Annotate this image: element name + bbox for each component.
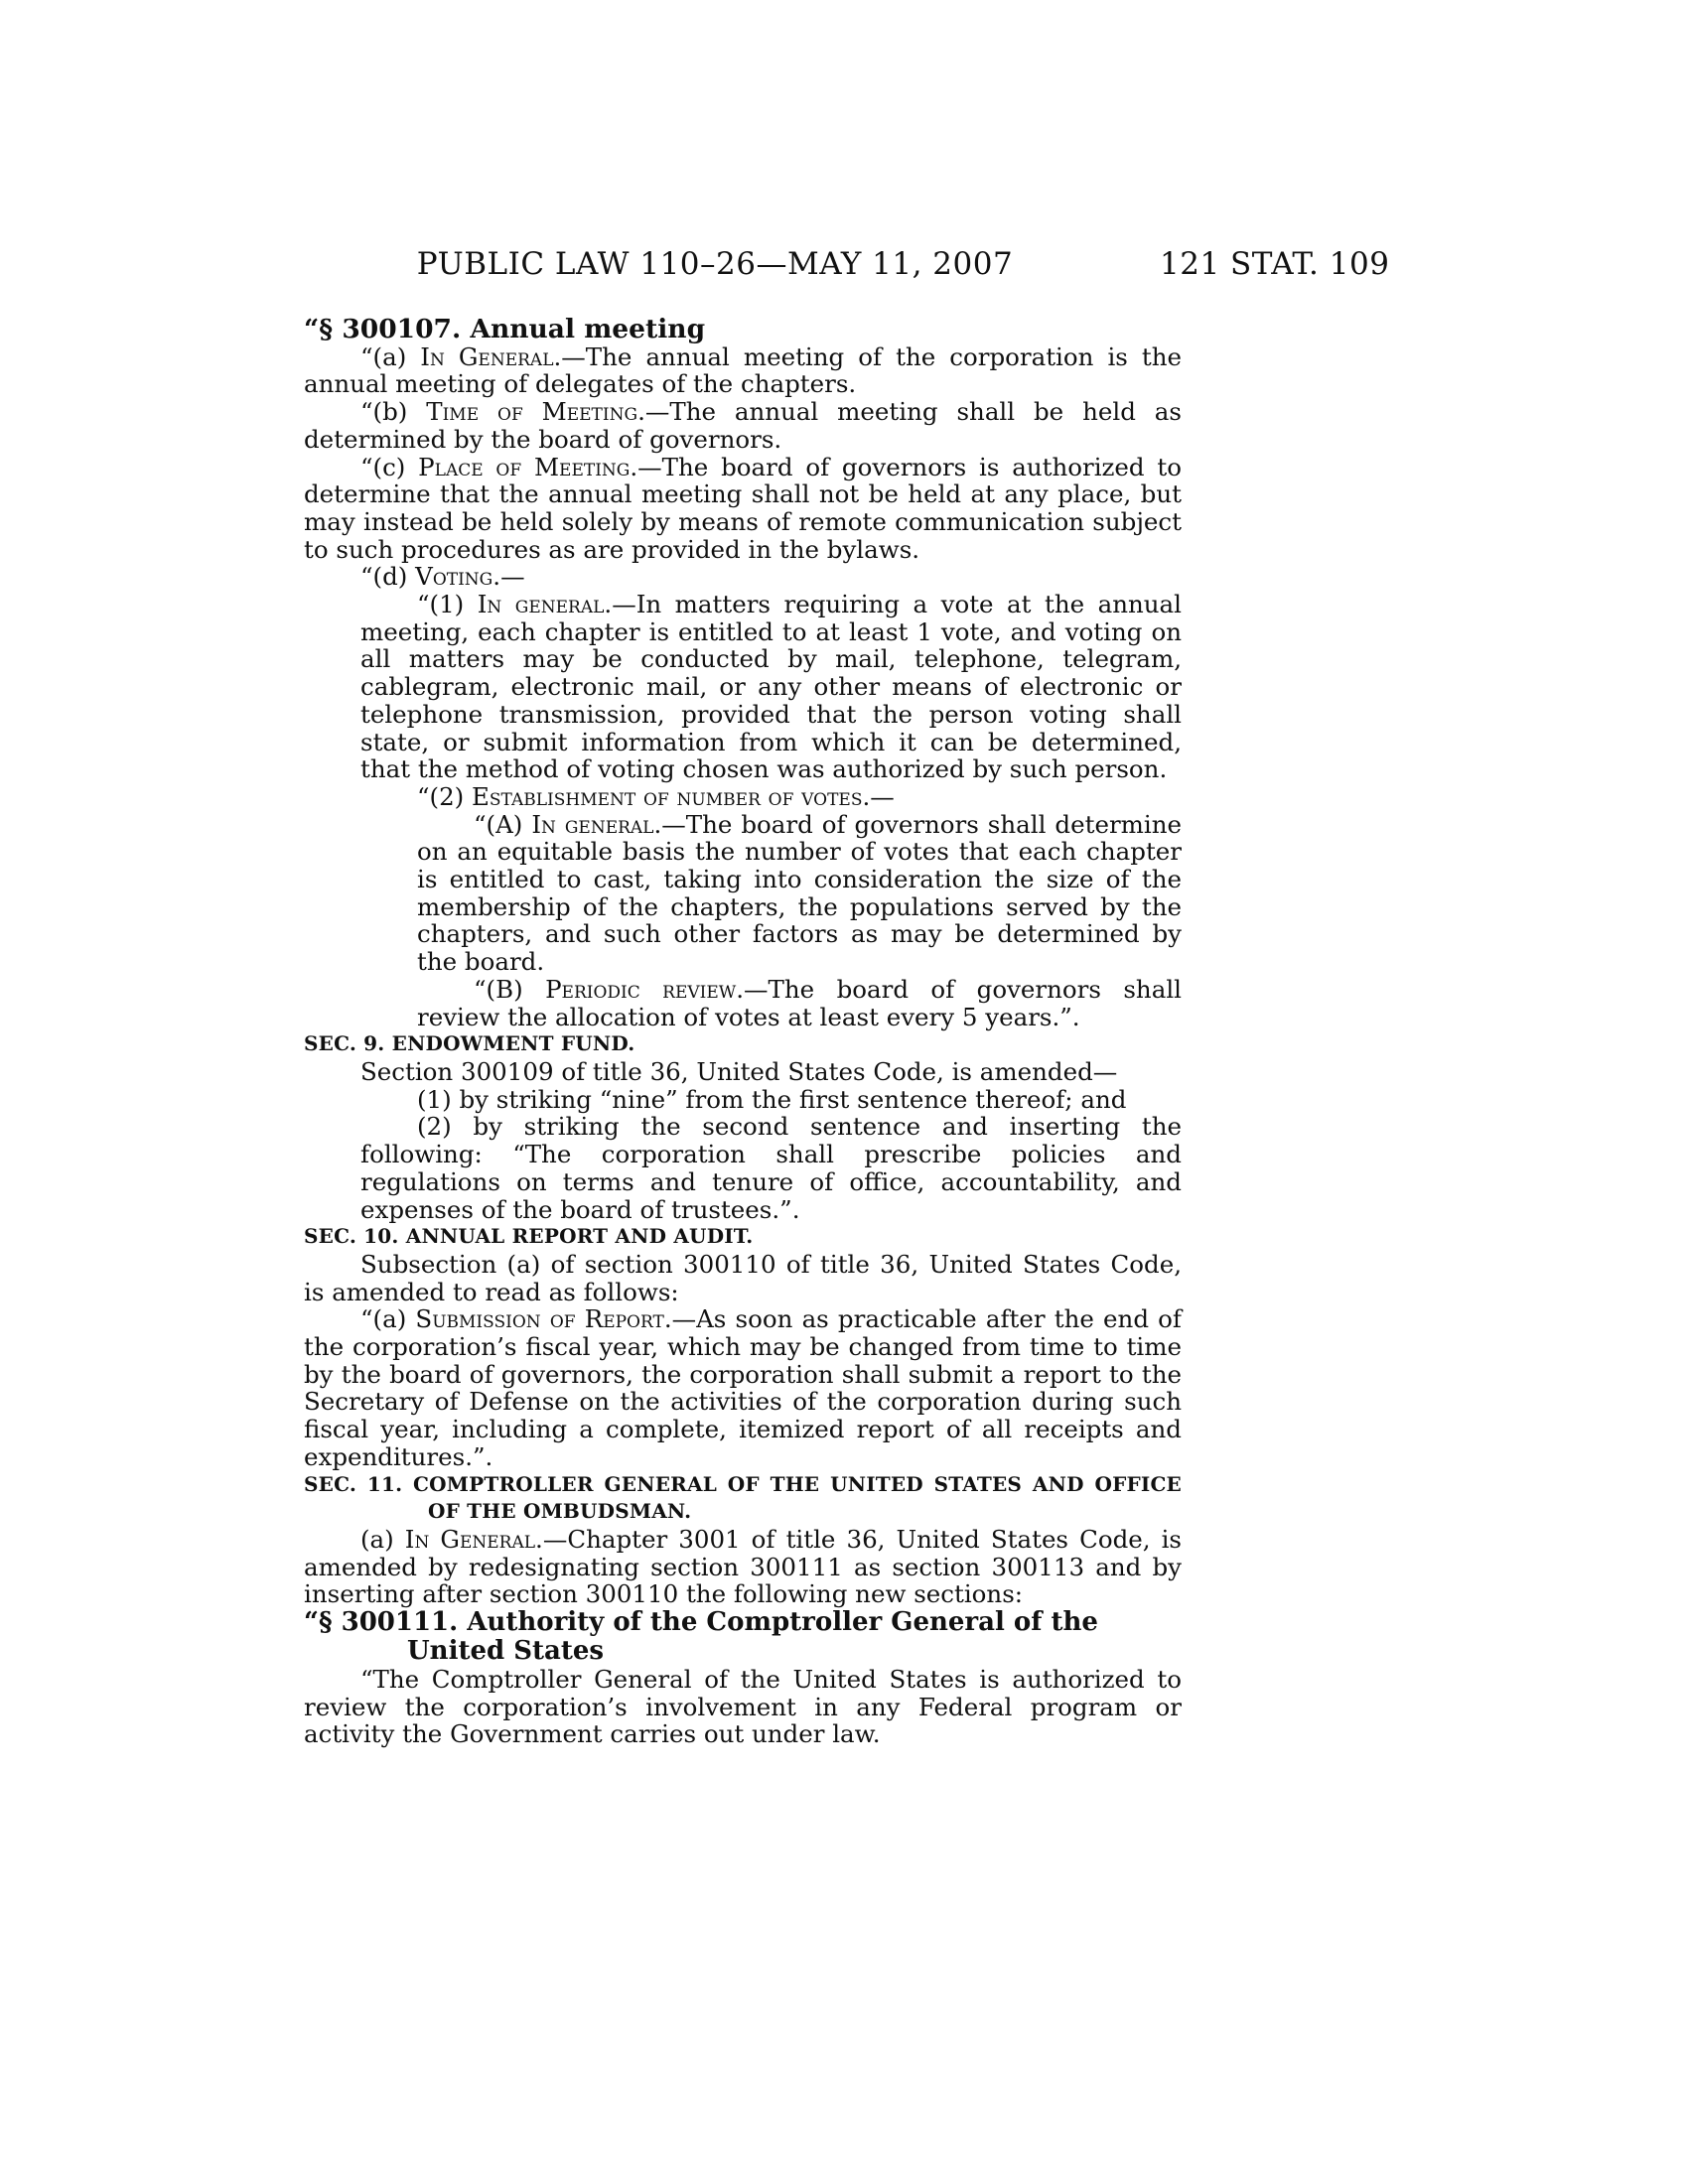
paragraph-d2b: “(B) Periodic review.—The board of governors shall review the allocation of votes at least every 5 years.”. [417, 974, 1182, 1031]
section-300111-text: “The Comptroller General of the United States is authorized to review the corporation’s involvement in any Federal program or activity the Government carries out under law. [304, 1665, 1182, 1749]
running-header-title: PUBLIC LAW 110–26—MAY 11, 2007 [416, 246, 1014, 282]
section-11-title: SEC. 11. COMPTROLLER GENERAL OF THE UNITED STATES AND OFFICE OF THE OMBUDSMAN. [304, 1471, 1182, 1524]
section-300107-heading: “§ 300107. Annual meeting [304, 314, 706, 344]
paragraph-d2: “(2) Establishment of number of votes.— [417, 781, 895, 811]
section-300111-heading: “§ 300111. Authority of the Comptroller General of the United States [304, 1607, 1098, 1667]
running-header-page-ref: 121 STAT. 109 [1160, 246, 1390, 282]
section-9-item-2: (2) by striking the second sentence and inserting the following: “The corporation shall prescribe policies and regulations on terms and tenure of office, accountability, and expenses of the board of trustees.”. [360, 1112, 1182, 1224]
section-10-title: SEC. 10. ANNUAL REPORT AND AUDIT. [304, 1224, 754, 1249]
paragraph-d1: “(1) In general.—In matters requiring a vote at the annual meeting, each chapter is entitled to at least 1 vote, and voting on all matters may be conducted by mail, telephone, telegram, cablegram, electronic mail, or any other means of electronic or telephone transmission, provided that the person voting shall state, or submit information from which it can be determined, that the method of voting chosen was authorized by such person. [360, 590, 1182, 784]
document-body [304, 316, 1182, 1748]
paragraph-d2a: “(A) In general.—The board of governors shall determine on an equitable basis the number of votes that each chapter is entitled to cast, taking into consideration the size of the membership of the chapters, the populations served by the chapters, and such other factors as may be determined by the board. [417, 809, 1182, 977]
section-9-intro: Section 300109 of title 36, United States Code, is amended— [360, 1056, 1118, 1086]
paragraph-d: “(d) Voting.— [360, 562, 525, 592]
section-9-title: SEC. 9. ENDOWMENT FUND. [304, 1031, 635, 1056]
section-10-paragraph-a: “(a) Submission of Report.—As soon as practicable after the end of the corporation’s fiscal year, which may be changed from time to time by the board of governors, the corporation shall submit a report to the Secretary of Defense on the activities of the corporation during such fiscal year, including a complete, itemized report of all receipts and expenditures.”. [304, 1304, 1182, 1471]
paragraph-c: “(c) Place of Meeting.—The board of governors is authorized to determine that the annual meeting shall not be held at any place, but may instead be held solely by means of remote communication subject to such procedures as are provided in the bylaws. [304, 452, 1183, 564]
paragraph-a: “(a) In General.—The annual meeting of the corporation is the annual meeting of delegates of the chapters. [304, 341, 1182, 399]
paragraph-b: “(b) Time of Meeting.—The annual meeting shall be held as determined by the board of governors. [304, 397, 1182, 454]
section-11-paragraph-a: (a) In General.—Chapter 3001 of title 36, United States Code, is amended by redesignating section 300111 as section 300113 and by inserting after section 300110 the following new sections: [304, 1524, 1183, 1609]
section-10-intro: Subsection (a) of section 300110 of title 36, United States Code, is amended to read as follows: [304, 1249, 1182, 1306]
section-9-item-1: (1) by striking “nine” from the first sentence thereof; and [417, 1084, 1127, 1114]
